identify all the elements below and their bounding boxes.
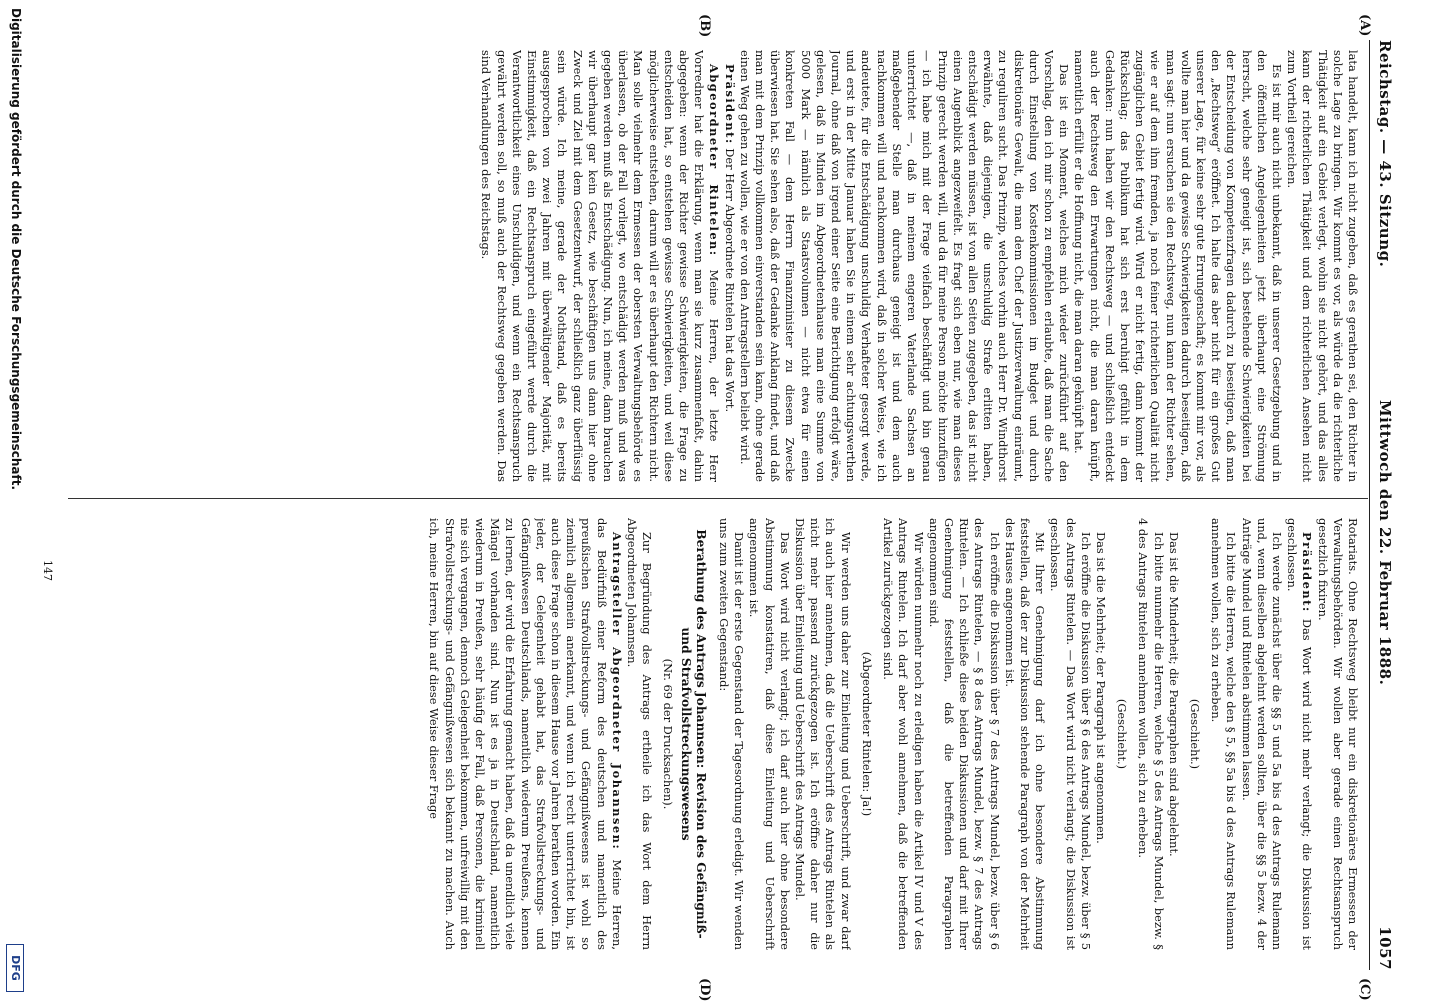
dfg-logo: DFG: [6, 944, 24, 992]
president-paragraph: [1284, 518, 1314, 950]
margin-mark-d: (D): [697, 978, 712, 1002]
paragraph: Das ist ein Moment, welches mich wieder zurückführt auf den Vorschlag, den ich mir schon zu empfehlen erlaubte, daß man die Sache durch Einstellung von Kostenkommissionen im Budget und durch diskretionäre Gewalt, die man dem Chef der Justizverwaltung einräumt, zu reguliren sucht. Das Prinzip, welches vorhin auch Herr Dr. Windthorst erwähnte, daß diejenigen, die unschuldig Strafe erlitten haben, entschädigt werden müssen, ist von allen Seiten zugegeben, das ist nicht einen Augenblick angezweifelt. Es fragt sich eben nur, wie man dieses Prinzip gerecht werden will, und da für meine Person möchte hinzufügen — ich habe mich mit der Frage vielfach beschäftigt und bin genau unterrichtet —, daß in meinem engeren Vaterlande Sachsen an maßgebender Stelle man durchaus geneigt ist und dem auch nachkommen will und nachkommen wird, daß in solcher Weise, wie ich andeutete, für die Entschädigung unschuldig Verhafteter gesorgt werde, und erst in der Mitte Januar haben Sie in einem sehr achtungswerthen Journal, ohne daß von irgend einer Seite eine Berichtigung erfolgt wäre, gelesen, daß in Minden im Abgeordnetenhause man eine Summe von 5000 Mark — nämlich als Staatsvolumen — nicht etwa für einen konkreten Fall — dem Herrn Finanzminister zu diesem Zwecke überwiesen hat. Sie sehen also, daß der Gedanke Anklang findet, und daß man mit dem Prinzip vollkommen einverstanden sein kann, ohne gerade einen Weg gehen zu wollen, wie er von den Antragstellern beliebt wird.: [737, 50, 1072, 482]
speaker-label: Antragsteller Abgeordneter Johannsen:: [609, 532, 624, 851]
signature-number: 147: [41, 560, 54, 581]
paragraph: Wir werden uns daher zur Einleitung und Ueberschrift, und zwar darf ich auch hier annehmen, daß die Ueberschrift des Antrags Rintelen als nicht mehr passend zurückgezogen ist. Ich eröffne daher nur die Diskussion über Einleitung und Ueberschrift des Antrags Mundel.: [793, 518, 853, 950]
margin-mark-a: (A): [1357, 14, 1372, 37]
paragraph: Rotariats. Ohne Rechtsweg bleibt nur ein diskretionäres Ermessen der Verwaltungsbehörden. Wir wollen aber gerade einen Rechtsanspruch gesetzlich fixiren.: [1315, 518, 1360, 950]
agenda-subheading: (Nr. 69 der Drucksachen).: [661, 658, 676, 810]
column-divider: [68, 498, 1368, 499]
paragraph: Damit ist der erste Gegenstand der Tagesordnung erledigt. Wir wenden uns zum zweiten Gegenstand:: [717, 518, 747, 950]
paragraph: Mit Ihrer Genehmigung darf ich ohne besondere Abstimmung feststellen, daß der zur Diskussion stehende Paragraph von der Mehrheit des Hauses angenommen ist.: [1002, 518, 1048, 950]
president-paragraph: [721, 50, 736, 482]
paragraph: Ich werde zunächst über die §§ 5 und 5a bis d des Antrags Rulemann und, wenn dieselben abgelehnt werden sollten, über die §§ 5 bezw. 4 der Anträge Mundel und Rintelen abstimmen lassen.: [1239, 518, 1284, 950]
paragraph: Ich bitte die Herren, welche den § 5, §§ 5a bis d des Antrags Rulemann annehmen wollen, sich zu erheben.: [1209, 518, 1239, 950]
paragraph: Ich eröffne die Diskussion über § 7 des Antrags Mundel, bezw. über § 6 des Antrags Rintelen, — § 8 des Antrags Mundel, bezw. § 7 des Antrags Rintelen. — Ich schließe diese beiden Diskussionen und darf mit Ihrer Genehmigung feststellen, daß die betreffenden Paragraphen angenommen sind.: [926, 518, 1002, 950]
speech-text: Der Herr Abgeordnete Rintelen hat das Wort.: [722, 144, 737, 413]
header-date: Mittwoch den 22. Februar 1888.: [1376, 400, 1394, 686]
page-header: [1372, 40, 1394, 970]
stage-direction: (Geschieht.): [1187, 698, 1202, 770]
paragraph: lata handelt, kann ich nicht zugeben, daß es gerathen sei, den Richter in solche Lage zu bringen. Wir kommt es vor, als würde da die richterliche Thätigkeit auf ein Gebiet verlegt, wohin sie nicht gehört, und das alles kann der richterlichen Thätigkeit und dem richterlichen Ansehen nicht zum Vortheil gereichen.: [1285, 50, 1360, 482]
speaker-label: Präsident:: [722, 64, 737, 145]
speech-text: Meine Herren, das Bedürfniß einer Reform des deutschen und namentlich des preußischen Strafvollstreckungs- und Gefängnißwesens ist wohl so ziemlich allgemein anerkannt, und wenn ich recht unterrichtet bin, ist auch diese Frage schon in diesem Hause vor Jahren berathen worden. Ein jeder, der Gelegenheit gehabt hat, das Strafvollstreckungs- und Gefängnißwesen Deutschlands, namentlich wiederum Preußens, kennen zu lernen, der wird die Erfahrung gemacht haben, daß da unendlich viele Mängel vorhanden sind. Nun ist es ja in Deutschland, namentlich wiederum in Preußen, sehr häufig der Fall, daß Personen, die kriminell nie sich vergangen, dennoch Gelegenheit bekommen, unfreiwillig mit den Strafvollstreckungs- und Gefängnißwesen sich bekannt zu machen. Auch ich, meine Herren, bin auf diese Weise dieser Frage: [427, 518, 624, 950]
digitization-footer: [6, 0, 24, 1000]
paragraph: Es ist mir auch nicht unbekannt, daß in unserer Gesetzgebung und in den öffentlichen Angelegenheiten jetzt überhaupt eine Strömung herrscht, welche sehr geneigt ist, sich bestehende Schwierigkeiten bei der Entscheidung von Kompetenzfragen dadurch zu beseitigen, daß man den „Rechtsweg“ eröffnet. Ich halte das aber nicht für ein großes Gut unserer Lage, für keine sehr gute Errungenschaft; es kommt mir vor, als wollte man hier und da gewisse Schwierigkeiten dadurch beseitigen, daß man sagt: nun ersuchen sie den Rechtsweg, nun kann der Richter sehen, wie er auf dem ihm fremden, ja noch feiner richterlichen Qualität nicht zugänglichen Gebiet fertig wird. Wird er nicht fertig, dann kommt der Rückschlag; das Publikum hat sich erst beruhigt gefühlt in dem Gedanken: nun haben wir den Rechtsweg — und schließlich entdeckt auch der Rechtsweg den Erwartungen nicht, die man daran knüpft, namentlich erfüllt er die Hoffnung nicht, die man daran geknüpft hat.: [1072, 50, 1284, 482]
header-rule: [1369, 40, 1370, 970]
paragraph: Das ist die Mehrheit; der Paragraph ist angenommen.: [1093, 532, 1108, 844]
speaker-label: Abgeordneter Rintelen:: [707, 64, 722, 257]
stage-direction: (Geschieht.): [1115, 698, 1130, 770]
margin-mark-c: (C): [1357, 978, 1372, 1001]
paragraph: Zur Begründung des Antrags ertheile ich das Wort dem Herrn Abgeordneten Johannsen.: [625, 518, 655, 950]
left-column: [70, 50, 1360, 482]
speaker-label: Präsident:: [1300, 532, 1315, 613]
paragraph: Wir würden nunmehr noch zu erledigen haben die Artikel IV und V des Antrags Rintelen. Ich darf aber wohl annehmen, daß die betreffenden Artikel zurückgezogen sind.: [881, 518, 926, 950]
paragraph: Ich bitte nunmehr die Herren, welche § 5 des Antrags Mundel, bezw. § 4 des Antrags Rintelen annehmen wollen, sich zu erheben.: [1136, 518, 1166, 950]
right-column: [70, 518, 1360, 950]
paragraph: Ich eröffne die Diskussion über § 6 des Antrags Mundel, bezw. über § 5 des Antrags Rintelen. — Das Wort wird nicht verlangt; die Diskussion ist geschlossen.: [1048, 518, 1093, 950]
paragraph: Das ist die Minderheit; die Paragraphen sind abgelehnt.: [1166, 532, 1181, 857]
margin-mark-b: (B): [697, 14, 712, 38]
agenda-heading: Berathung des Antrags Johannsen: Revision des Gefängniß- und Strafvollstreckungswesens: [678, 529, 708, 939]
header-left: Reichstag. — 43. Sitzung.: [1376, 40, 1394, 268]
speech-text: Das Wort wird nicht mehr verlangt; die Diskussion ist geschlossen.: [1285, 518, 1315, 950]
speech-text: Meine Herren, der letzte Herr Vorredner hat die Erklärung, wenn man sie kurz zusammenfaßt, dahin abgegeben: wenn der Richter gewisse Schwierigkeiten, die Frage zu entscheiden hat, so entstehen gewisse Schwierigkeiten, und weil diese möglicherweise entstehen, darum will er es überhaupt den Richtern nicht. Man solle vielmehr dem Ermessen der obersten Verwaltungsbehörde es überlassen, ob der Fall vorliegt, wo entschädigt werden muß und was gegeben werden muß als Entschädigung. Nun, ich meine, dann brauchen wir überhaupt gar kein Gesetz, wie beschäftigen uns dann hier ohne Zweck und Ziel mit dem Gesetzentwurf, der schließlich ganz überflüssig sein würde. Ich meine, gerade der Nothstand, daß es bereits ausgesprochen von zwei Jahren mit überwältigender Majorität, mit Einstimmigkeit, daß ein Rechtsanspruch eingeführt werde durch die Verantwortlichkeit eines Unschuldigen, und wenn ein Rechtsanspruch gewährt werden soll, so muß auch der Rechtsweg gegeben werden. Das sind Verhandlungen des Reichstags.: [479, 50, 722, 482]
speaker-paragraph: [478, 50, 721, 482]
speaker-paragraph: [426, 518, 624, 950]
header-page-number: 1057: [1376, 926, 1394, 970]
digitization-notice: Digitalisierung gefördert durch die Deutsche Forschungsgemeinschaft.: [9, 8, 23, 491]
paragraph: Das Wort wird nicht verlangt; ich darf auch hier ohne besondere Abstimmung konstatiren, daß diese Einleitung und Ueberschrift angenommen ist.: [747, 518, 792, 950]
stage-direction: (Abgeordneter Rintelen: Ja!): [859, 651, 874, 817]
